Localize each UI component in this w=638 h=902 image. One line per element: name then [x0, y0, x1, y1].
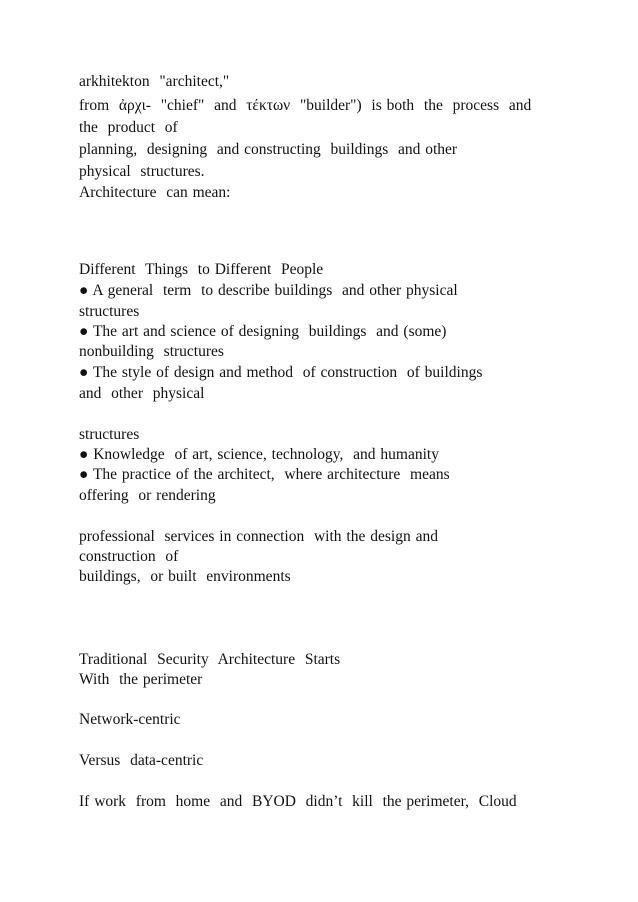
bullet-item: ● A general term to describe buildings and other physical	[79, 282, 458, 299]
section-heading: Different Things to Different People	[79, 261, 324, 278]
text-line: arkhitekton "architect,"	[79, 73, 230, 90]
text-line: structures	[79, 426, 140, 443]
text-line: construction of	[79, 548, 179, 565]
text-line: physical structures.	[79, 163, 205, 180]
text-line: the product of	[79, 119, 178, 136]
bullet-item: ● The art and science of designing buildings and (some)	[79, 323, 447, 340]
text-line: Network-centric	[79, 711, 181, 728]
text-line: If work from home and BYOD didn’t kill the perimeter, Cloud	[79, 793, 517, 810]
bullet-item: ● Knowledge of art, science, technology, and humanity	[79, 446, 439, 463]
text-line: from ἀρχι- "chief" and τέκτων "builder") is both the process and	[79, 97, 532, 114]
text-line: structures	[79, 303, 140, 320]
text-line: Versus data-centric	[79, 752, 204, 769]
text-line: planning, designing and constructing buildings and other	[79, 141, 458, 158]
text-line: nonbuilding structures	[79, 343, 224, 360]
bullet-item: ● The practice of the architect, where architecture means	[79, 466, 450, 483]
text-line: and other physical	[79, 385, 205, 402]
text-line: buildings, or built environments	[79, 568, 291, 585]
text-line: Architecture can mean:	[79, 184, 231, 201]
text-line: With the perimeter	[79, 671, 203, 688]
text-line: professional services in connection with the design and	[79, 528, 438, 545]
bullet-item: ● The style of design and method of construction of buildings	[79, 364, 483, 381]
text-line: offering or rendering	[79, 487, 216, 504]
section-heading: Traditional Security Architecture Starts	[79, 651, 341, 668]
